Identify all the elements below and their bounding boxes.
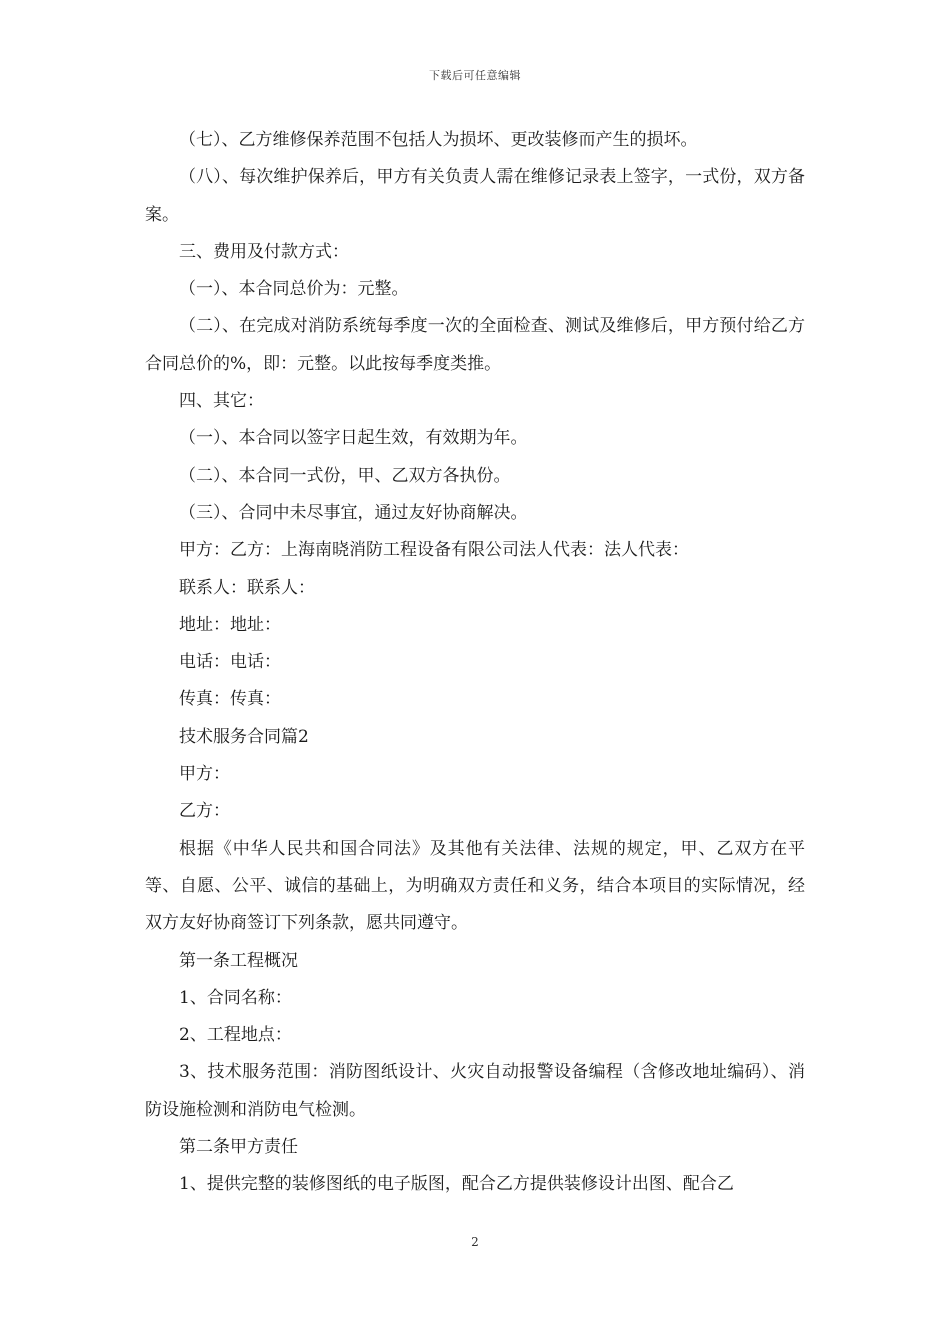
paragraph: 根据《中华人民共和国合同法》及其他有关法律、法规的规定，甲、乙双方在平等、自愿、公平、诚信的基础上，为明确双方责任和义务，结合本项目的实际情况，经双方友好协商签订下列条款，愿共同遵守。: [145, 838, 805, 934]
paragraph: 2、工程地点：: [179, 1025, 292, 1046]
paragraph: 3、技术服务范围：消防图纸设计、火灾自动报警设备编程（含修改地址编码）、消防设施检测和消防电气检测。: [145, 1062, 805, 1120]
party-a-line: 甲方：: [179, 764, 230, 785]
paragraph: （二）、本合同一式份，甲、乙双方各执份。: [179, 465, 511, 486]
paragraph: 1、合同名称：: [179, 987, 292, 1008]
address-line: 地址：地址：: [179, 614, 281, 635]
paragraph: （八）、每次维护保养后，甲方有关负责人需在维修记录表上签字，一式份，双方备案。: [145, 167, 805, 225]
section-heading: 三、费用及付款方式：: [179, 241, 349, 262]
contact-line: 联系人：联系人：: [179, 577, 315, 598]
page-number: 2: [471, 1235, 479, 1249]
paragraph: （一）、本合同总价为：元整。: [179, 279, 409, 300]
paragraph: （三）、合同中未尽事宜，通过友好协商解决。: [179, 502, 528, 523]
paragraph: （一）、本合同以签字日起生效，有效期为年。: [179, 428, 528, 449]
paragraph: （七）、乙方维修保养范围不包括人为损坏、更改装修而产生的损坏。: [179, 130, 698, 150]
paragraph: （二）、在完成对消防系统每季度一次的全面检查、测试及维修后，甲方预付给乙方合同总价的%，即：元整。以此按每季度类推。: [145, 316, 805, 374]
page-header: 下载后可任意编辑: [429, 69, 521, 82]
phone-line: 电话：电话：: [179, 652, 281, 673]
contract-title: 技术服务合同篇2: [179, 726, 309, 747]
party-b-line: 乙方：: [179, 801, 230, 822]
section-heading: 四、其它：: [179, 391, 264, 412]
fax-line: 传真：传真：: [179, 689, 281, 710]
document-body: [145, 122, 805, 1204]
article-heading: 第二条甲方责任: [179, 1137, 298, 1158]
paragraph: 1、提供完整的装修图纸的电子版图，配合乙方提供装修设计出图、配合乙: [179, 1174, 734, 1195]
signature-line: 甲方：乙方：上海南晓消防工程设备有限公司法人代表：法人代表：: [179, 540, 689, 561]
article-heading: 第一条工程概况: [179, 950, 298, 971]
